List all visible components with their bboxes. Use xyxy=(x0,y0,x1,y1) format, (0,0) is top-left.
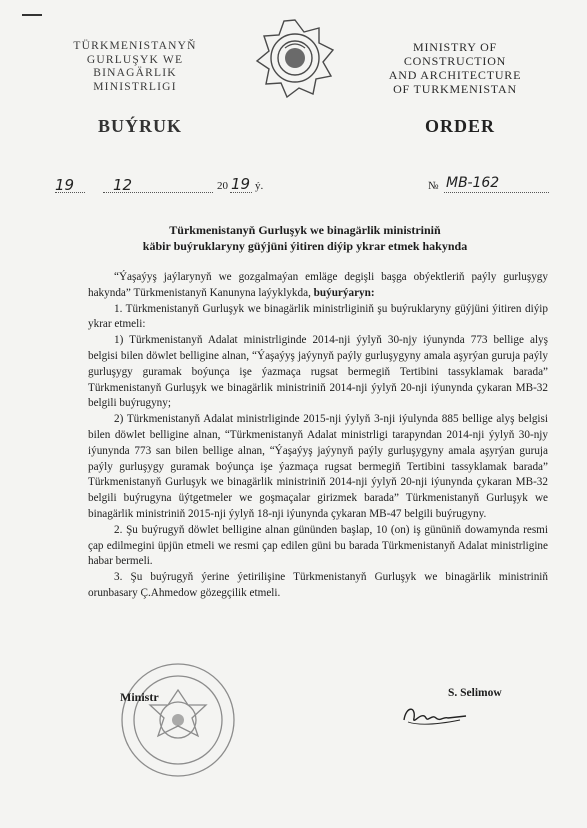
header-right-line: AND ARCHITECTURE xyxy=(388,68,522,82)
document-type-english: ORDER xyxy=(424,116,495,136)
date-month: 12 xyxy=(113,176,133,194)
corner-mark xyxy=(22,14,42,16)
preamble-paragraph xyxy=(88,270,548,302)
state-emblem-icon xyxy=(255,18,335,98)
ministry-name-english xyxy=(370,40,540,96)
document-type-turkmen: BUÝRUK xyxy=(97,116,182,136)
date-month-underline xyxy=(103,192,213,193)
date-year-prefix: 20 xyxy=(217,180,228,192)
handwritten-signature xyxy=(400,700,470,730)
ministry-name-turkmen xyxy=(50,40,220,94)
header-left-line: MINISTRLIGI xyxy=(93,80,177,93)
heading-line: Türkmenistanyň Gurluşyk we binagärlik ministriniň xyxy=(169,223,441,237)
order-heading xyxy=(90,222,520,254)
clause-paragraph: 3. Şu buýrugyň ýerine ýetirilişine Türkmenistanyň Gurluşyk we binagärlik ministriniň orunbasary Ç.Ahmedow gözegçilik etmeli. xyxy=(88,571,548,599)
date-year-suffix: 19 xyxy=(231,175,251,193)
clause-paragraph: 1. Türkmenistanyň Gurluşyk we binagärlik ministrliginiň şu buýruklaryny güýjüni ýitiren diýip ykrar etmeli: xyxy=(88,302,548,331)
preamble-text: “Ýaşaýyş jaýlarynyň we gozgalmaýan emläge degişli başga obýektleriň paýly gurluşygy hakynda” Türkmenistanyň Kanunyna laýyklykda, xyxy=(88,271,548,299)
number-sign: № xyxy=(428,180,439,192)
date-day-underline xyxy=(55,192,85,193)
date-year-underline xyxy=(230,192,252,193)
number-underline xyxy=(444,192,549,193)
signatory-position: Ministr xyxy=(120,690,159,704)
date-year-unit: ý. xyxy=(255,180,264,192)
header-left-line: TÜRKMENISTANYŇ xyxy=(73,40,197,52)
header-right-line: MINISTRY OF xyxy=(412,40,498,54)
signatory-name: S. Selimow xyxy=(448,687,502,699)
header-right-line: CONSTRUCTION xyxy=(403,54,507,68)
order-number: MB-162 xyxy=(446,175,500,191)
official-seal-stamp xyxy=(118,660,238,780)
order-number-line xyxy=(428,175,553,194)
clause-paragraph: 2) Türkmenistanyň Adalat ministrliginde 2015-nji ýylyň 3-nji iýulynda 885 bellige alyş belgisi bilen döwlet belligine alnan, “Türkmenistanyň Adalat ministrligi tarapyndan 2014-nji ýylyň 30-njy iýunynda 773 san bilen bellige alnan, “Ýaşaýyş jaýynyň paýly gurluşygyny amala aşyrýan guruja paýly gurluşygy guramak boýunça işe ýazmaça rugsat bermegiň Tertibini tassyklamak barada” Türkmenistanyň Gurluşyk we binagärlik ministriniň 2014-nji ýylyň 20-nji iýunynda çykaran MB-32 belgili buýrugyna üýtgetmeler we goşmaçalar girizmek barada” Türkmenistanyň Gurluşyk we binagärlik ministriniň 2015-nji ýylyň 18-nji iýunynda çykaran MB-47 belgili buýrugyny. xyxy=(88,413,548,520)
date-day: 19 xyxy=(55,176,75,194)
order-body xyxy=(88,270,548,602)
clause-paragraph: 1) Türkmenistanyň Adalat ministrliginde 2014-nji ýylyň 30-njy iýunynda 773 bellige alyş belgisi bilen döwlet belligine alnan, “Ýaşaýyş jaýynyň paýly gurluşygyny amala aşyrýan guruja paýly gurluşygy guramak boýunça işe ýazmaça rugsat bermegiň Tertibini tassyklamak barada” Türkmenistanyň Gurluşyk we binagärlik ministriniň 2014-nji ýylyň 20-nji iýunynda çykaran MB-32 belgili buýrugyny; xyxy=(88,334,548,410)
header-left-line: GURLUŞYK WE xyxy=(86,53,184,66)
heading-line: käbir buýruklaryny güýjüni ýitiren diýip ykrar etmek hakynda xyxy=(142,239,468,253)
clause-paragraph: 2. Şu buýrugyň döwlet belligine alnan gününden başlap, 10 (on) iş gününiň dowamynda resmi çap edilmegini üpjün etmeli we resmi çap edilen güni bu barada Türkmenistanyň Adalat ministrligine habar bermeli. xyxy=(88,523,548,568)
header-right-line: OF TURKMENISTAN xyxy=(393,82,517,96)
header-left-line: BINAGÄRLIK xyxy=(93,67,177,79)
date-line xyxy=(55,175,280,194)
decree-keyword: buýurýaryn: xyxy=(313,286,375,299)
